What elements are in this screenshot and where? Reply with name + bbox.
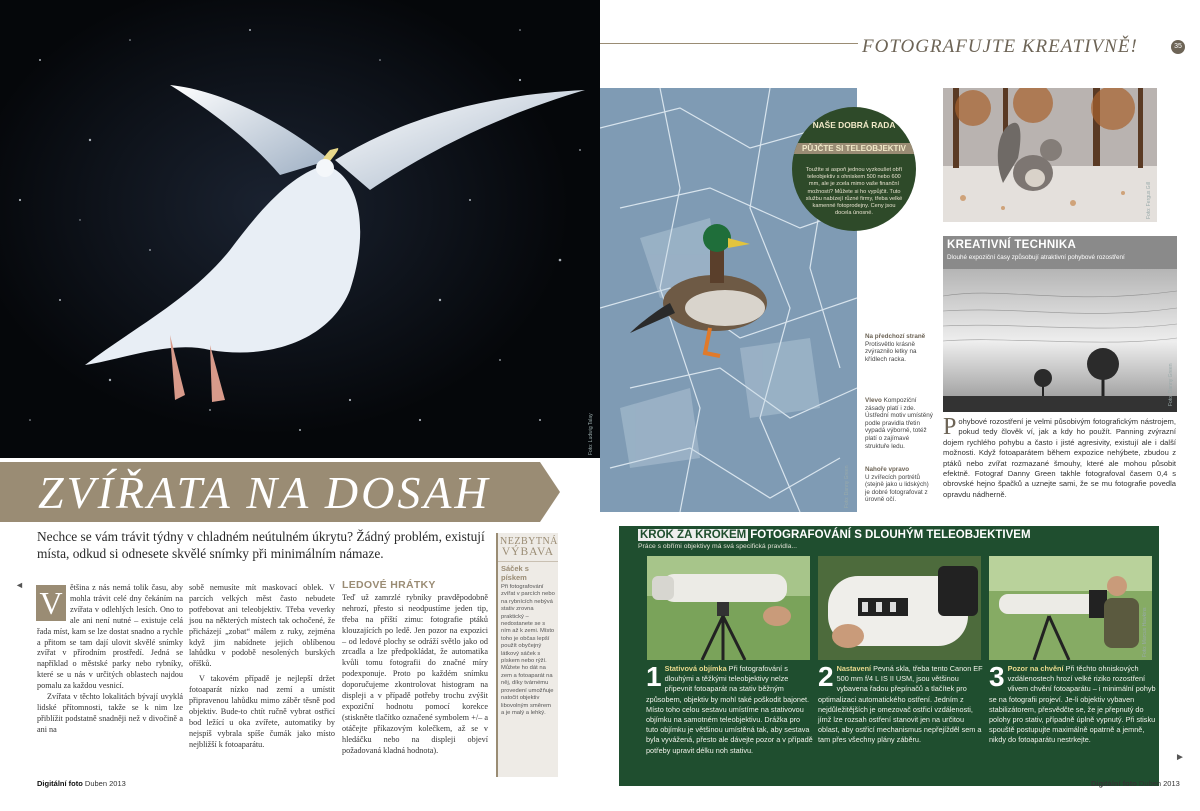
step-1-number: 1 xyxy=(646,661,662,692)
footer-right-brand: Digitální foto xyxy=(1091,779,1137,788)
next-page-arrow-icon: ► xyxy=(1175,752,1185,763)
body-column-2 xyxy=(189,583,335,751)
photographer-illustration xyxy=(989,556,1152,660)
body-column-3 xyxy=(342,580,488,757)
body-paragraph-5: Teď už zamrzlé rybníky pravděpodobně nehrozí, přesto si neodpustíme jeden tip, třeba na příští zimu: fotografie ptáků klouzajících po ledě. Jen pozor na expozici – od ledové plochy se odráží světlo jako od zrcadla a lze předpokládat, že automatika kvůli tomu fotografii do značné míry podexponuje. Proto po každém snímku doporučujeme zkontrolovat histogram na displeji a v případě potřeby trochu zvýšit expoziční hodnotu pomocí korekce (stiskněte tlačítko označené symbolem +/– a otáčejte příkazovým kolečkem, až se v hledáčku nebo na displeji objeví požadovaná kladná hodnota). xyxy=(342,592,488,755)
caption-previous-title: Na předchozí straně xyxy=(865,333,926,340)
body-paragraph-4: V takovém případě je nejlepší držet fotoaparát nízko nad zemí a umístit připravenou lahůdku mimo záběr těsně pod objektiv. Bude-to chtít ručně vybrat ostřicí bod ležící u oka zvířete, automatiky by nejspíš vybrala spíše čumák jako místo nejbližší k fotoaparátu. xyxy=(189,674,335,749)
kt-drop-cap: P xyxy=(943,414,957,440)
step-photo-3 xyxy=(989,556,1152,660)
creative-technique-header xyxy=(943,236,1177,269)
tripod-collar-illustration xyxy=(647,556,810,660)
step-photo-credit: Foto: Marcus Hawkins xyxy=(1142,607,1148,657)
footer-date: Duben 2013 xyxy=(84,779,126,788)
tip-subtitle: PŮJČTE SI TELEOBJEKTIV xyxy=(792,143,916,154)
kt-body: ohybové rozostření je velmi působivým fotografickým nástrojem, pokud tedy člověk ví, jak a kdy ho použít. Panning zvýrazní dojem rychlého pohybu a často i jisté agresivity, existují ale i další možnosti. Když fotoaparátem během expozice nehýbete, zbudou z ptáků nebo zvířat rozmazané šmouhy, které ale mohou působit efektně. Fotograf Danny Green takhle fotografoval časem 0,4 s obrovské hejno špačků a uznejte sami, že se mu fotografie povedla opravdu nádherně. xyxy=(943,417,1176,499)
step-1-title: Stativová objímka xyxy=(664,664,727,673)
squirrel-illustration xyxy=(943,88,1157,222)
step-3-text: Při těchto ohniskových vzdálenostech hrozí velké riziko rozostření vlivem chvění fotoaparátu – i minimální pohyb se na fotografii projeví. Je-li objektiv vybaven stabilizátorem, přesvědčte se, že je přepnutý do polohy pro stativ, případně úplně vypnutý. Při stisku spouště postupujte maximálně opatrně a jemně, nikdy do fotoaparátu nestrkejte. xyxy=(989,664,1156,745)
page-number: 35 xyxy=(1171,40,1185,54)
article-intro: Nechce se vám trávit týdny v chladném neútulném úkrytu? Žádný problém, existují místa, odkud si odnesete skvělé snímky při minimálním námaze. xyxy=(37,529,485,561)
tip-body: Toužíte si aspoň jednou vyzkoušet obří teleobjektiv s ohniskem 500 nebo 600 mm, ale je zcela mimo vaše finanční možnosti? Můžete si ho vypůjčit. Tuto službu nabízejí různé firmy, třeba velké kamenné fotoprodejny. Ceny jsou docela únosné. xyxy=(805,167,903,217)
step-3-number: 3 xyxy=(989,661,1005,692)
caption-left-title: Vlevo xyxy=(865,397,882,404)
step-1 xyxy=(646,661,814,756)
footer-right xyxy=(1091,779,1180,788)
header-rule xyxy=(600,43,858,44)
squirrel-photo xyxy=(943,88,1157,222)
body-paragraph-1: ětšina z nás nemá tolik času, aby mohla trávit celé dny čekáním na zvířata v odlehlých lesích. Ono to ale ani není nutné – existuje celá řada míst, kam se lze dostat snadno a rychle a přitom se tam dají ulovit skvělé snímky zvířat v přírodním prostředí. Jedná se například o městské parky nebo rybníky, které se u nás v určitých oblastech najdou pomalu za každou vesnicí. xyxy=(37,583,183,691)
squirrel-photo-credit: Foto: Fergus Gill xyxy=(1146,182,1152,219)
caption-top-right-title: Nahoře vpravo xyxy=(865,466,910,473)
right-page xyxy=(600,0,1200,811)
lens-switches-illustration xyxy=(818,556,981,660)
sidebar-heading-line2: VÝBAVA xyxy=(501,546,555,558)
kt-photo-credit: Foto: Danny Green xyxy=(1168,363,1174,406)
ice-photo-credit: Foto: Danny Green xyxy=(844,465,850,508)
footer-brand: Digitální foto xyxy=(37,779,83,788)
seagull-photo xyxy=(0,0,600,458)
creative-technique-title: KREATIVNÍ TECHNIKA xyxy=(947,239,1077,251)
sidebar-heading-line1: NEZBYTNÁ xyxy=(500,536,558,547)
continue-arrow-icon: ◄ xyxy=(15,580,24,590)
step-panel-tag: KROK ZA KROKEM xyxy=(640,529,747,541)
caption-left-text: Kompoziční zásady platí i zde. Ústřední motiv umístěný podle pravidla třetin vypadá výborně, totéž platí o zajímavé struktuře ledu. xyxy=(865,397,933,450)
caption-previous-text: Protisvětlo krásně zvýraznilo letky na křídlech racka. xyxy=(865,340,917,363)
footer-left xyxy=(37,779,126,788)
article-title: ZVÍŘATA NA DOSAH xyxy=(38,467,491,518)
drop-cap: V xyxy=(36,585,66,621)
step-panel-title xyxy=(638,529,1031,541)
step-3-title: Pozor na chvění xyxy=(1007,664,1064,673)
footer-right-date: Duben 2013 xyxy=(1138,779,1180,788)
step-photo-1 xyxy=(647,556,810,660)
step-2-text: Pevná skla, třeba tento Canon EF 500 mm f/4 L IS II USM, jsou většinou vybavena řadou přepínačů a tlačítek pro optimalizaci automatického ostření. Jedním z nejdůležitějších je omezovač ostřicí vzdálenosti, jímž lze rozsah ostření stanovit jen na určitou oblast, aby ostřicí mechanismus nepřejížděl sem a tam přes všechny plány záběru. xyxy=(818,664,983,745)
creative-technique-text xyxy=(943,414,1176,500)
step-3 xyxy=(989,661,1157,746)
caption-left xyxy=(865,397,935,450)
body-column-1 xyxy=(37,583,183,736)
seagull-illustration xyxy=(0,0,600,458)
step-1-text: Při fotografování s dlouhými a těžkými teleobjektivy nelze připevnit fotoaparát na stativ běžným způsobem, objektiv by mohl také poškodit bajonet. Místo toho celou sestavu umístíme na stativovou objímku na samotném teleobjektivu. Drážka pro tuto objímku je většinou umístěná tak, aby sestava byla vyvážená, přesto ale dávejte pozor a v případě potřeby upravit délku noh stativu. xyxy=(646,664,813,755)
step-2 xyxy=(818,661,986,746)
sidebar-heading xyxy=(498,533,558,562)
section-title: FOTOGRAFUJTE KREATIVNĚ! xyxy=(862,36,1138,57)
body-paragraph-2: Zvířata v těchto lokalitách bývají uvyklá lidské přítomnosti, takže se k nim lze přiblížit podstatně snadněji než v divočině a ani na xyxy=(37,692,183,734)
caption-previous-page xyxy=(865,333,935,363)
step-panel-heading: FOTOGRAFOVÁNÍ S DLOUHÝM TELEOBJEKTIVEM xyxy=(750,529,1031,541)
subheading-ice: LEDOVÉ HRÁTKY xyxy=(342,579,436,591)
sidebar-subheading: Sáček s pískem xyxy=(501,564,529,582)
creative-technique-subtitle: Dlouhé expoziční časy způsobují atraktivní pohybové rozostření xyxy=(947,254,1125,261)
step-panel-subtitle: Práce s obřími objektivy má svá specifická pravidla... xyxy=(638,543,798,550)
step-2-title: Nastavení xyxy=(836,664,872,673)
step-photo-2 xyxy=(818,556,981,660)
caption-top-right-text: U zvířecích portrétů (stejně jako u lidských) je dobré fotografovat z úrovně očí. xyxy=(865,473,929,504)
step-2-number: 2 xyxy=(818,661,834,692)
caption-top-right xyxy=(865,466,935,504)
tip-badge xyxy=(792,107,916,231)
photo-credit: Foto: Ludwig Talay xyxy=(588,413,594,455)
equipment-sidebar xyxy=(496,533,558,777)
step-by-step-panel xyxy=(619,526,1159,786)
sidebar-body: Při fotografování zvířat v parcích nebo na rybnících nebývá stativ zrovna praktický – nedostanete se s ním až k zemi. Místo toho je občas lepší použít obyčejný látkový sáček s pískem nebo rýží. Můžete ho dát na zem a fotoaparát na něj, díky tvárnému provedení umožňuje natočit objektiv libovolným směrem a je malý a lehký. xyxy=(501,584,555,716)
body-paragraph-3: sobě nemusíte mít maskovací oblek. V parcích velkých měst často nebudete potřebovat ani teleobjektiv. Třeba veverky jsou na některých místech tak ochočené, že přicházejí „zobat“ málem z ruky, zejména když jim nabídnete jejich oblíbenou lahůdku v podobě nesolených burských oříšků. xyxy=(189,583,335,669)
creative-technique-box xyxy=(943,236,1177,412)
tip-title: NAŠE DOBRÁ RADA xyxy=(812,120,896,130)
